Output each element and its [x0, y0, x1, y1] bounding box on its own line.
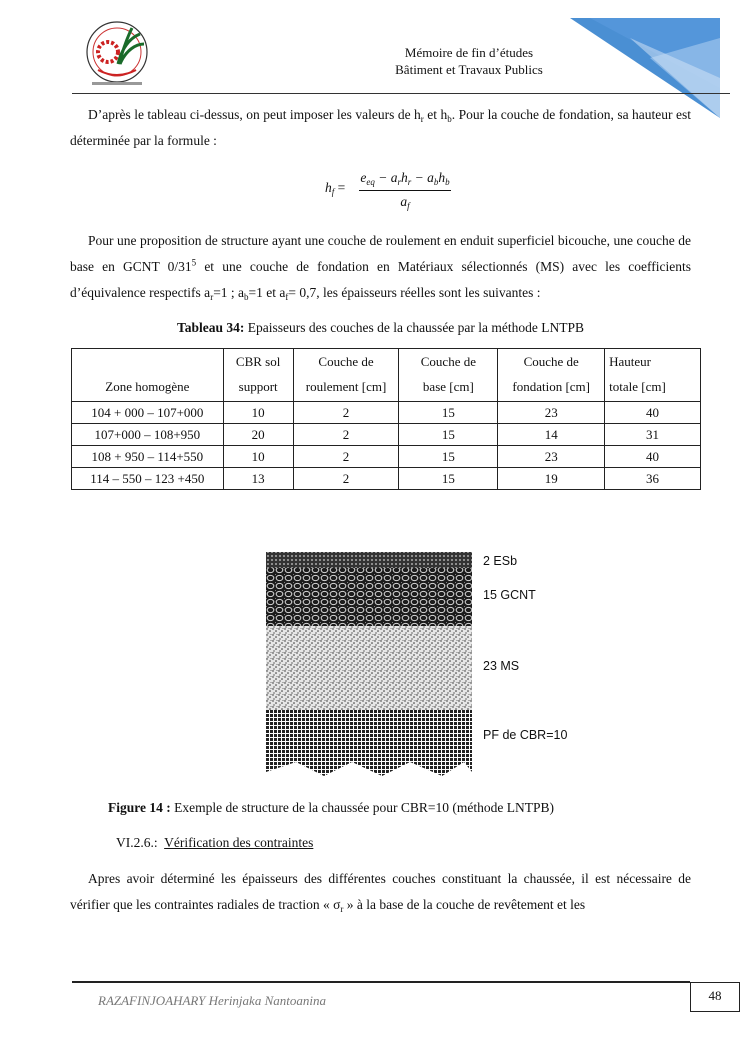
table-row: [72, 424, 701, 446]
table-cell: 2: [293, 446, 399, 468]
table-row: [72, 446, 701, 468]
paragraph-structure: Pour une proposition de structure ayant une couche de roulement en enduit superficiel bicouche, une couche de base en GCNT $0/31^5$ et une couche de fondation en Matériaux sélectionnés (MS) avec les coefficients d’équivalence respectifs $a_r=1$ ; $a_b=1$ et $a_f= 0,7$, les épaisseurs réelles sont les suivantes :: [70, 233, 691, 302]
layer-label-ms: 23 MS: [483, 659, 520, 673]
formula-denominator: $a_f$: [400, 194, 410, 211]
figure-caption: Figure 14 : Exemple de structure de la chaussée pour CBR=10 (méthode LNTPB): [108, 800, 555, 815]
pavement-structure-figure: [266, 550, 586, 780]
header-cell: CBR sol support: [223, 349, 293, 402]
footer-author: RAZAFINJOAHARY Herinjaka Nantoanina: [98, 993, 326, 1008]
section-title: Vérification des contraintes: [164, 835, 314, 850]
intro-paragraph: D’après le tableau ci-dessus, on peut imposer les valeurs de $h_r$ et $h_b$. Pour la couche de fondation, sa hauteur est déterminée par la formule :: [70, 107, 691, 148]
thickness-table: [71, 348, 701, 490]
layer-esb: [266, 552, 472, 568]
table-cell: 31: [605, 424, 701, 446]
layer-pf: [266, 710, 472, 776]
header-title-line1: Mémoire de fin d’études: [404, 45, 534, 60]
table-cell: 36: [605, 468, 701, 490]
table-cell: 19: [498, 468, 605, 490]
table-cell: 13: [223, 468, 293, 490]
table-header-row: [72, 349, 701, 402]
table-row: [72, 402, 701, 424]
header-cell: Couche de roulement [cm]: [293, 349, 399, 402]
layer-label-esb: 2 ESb: [483, 554, 518, 568]
table-cell: 15: [399, 446, 498, 468]
table-caption: Tableau 34: Epaisseurs des couches de la chaussée par la méthode LNTPB: [176, 320, 585, 335]
paragraph-verification: Apres avoir déterminé les épaisseurs des différentes couches constituant la chaussée, il est nécessaire de vérifier que les contraintes radiales de traction « $\sigma_r$ » à la base de la couche de revêtement et les: [70, 871, 691, 914]
table-cell: 40: [605, 402, 701, 424]
layer-label-pf: PF de CBR=10: [483, 728, 568, 742]
table-cell: 104 + 000 – 107+000: [72, 402, 224, 424]
layer-label-gcnt: 15 GCNT: [483, 588, 536, 602]
layer-ms: [266, 626, 472, 710]
table-cell: 107+000 – 108+950: [72, 424, 224, 446]
table-cell: 23: [498, 402, 605, 424]
table-cell: 2: [293, 468, 399, 490]
formula-numerator: $e_{eq} - a_rh_r - a_bh_b$: [360, 170, 450, 187]
header-cell: Zone homogène: [72, 349, 224, 402]
fraction-bar: [359, 190, 451, 191]
table-cell: 14: [498, 424, 605, 446]
table-cell: 40: [605, 446, 701, 468]
table-cell: 15: [399, 402, 498, 424]
table-cell: 10: [223, 402, 293, 424]
page-number: 48: [690, 982, 740, 1012]
header-cell: Hauteur totale [cm]: [605, 349, 701, 402]
layer-gcnt: [266, 568, 472, 626]
header-divider: [72, 93, 730, 94]
table-cell: 108 + 950 – 114+550: [72, 446, 224, 468]
school-logo-icon: [78, 18, 156, 90]
section-heading: [116, 835, 313, 851]
table-row: [72, 468, 701, 490]
header-title-line2: Bâtiment et Travaux Publics: [395, 62, 543, 77]
header-title: [379, 44, 559, 78]
table-cell: 15: [399, 424, 498, 446]
table-cell: 10: [223, 446, 293, 468]
header-cell: Couche de base [cm]: [399, 349, 498, 402]
table-cell: 23: [498, 446, 605, 468]
header-cell: Couche de fondation [cm]: [498, 349, 605, 402]
section-number: VI.2.6.:: [116, 835, 158, 850]
table-cell: 2: [293, 402, 399, 424]
table-cell: 114 – 550 – 123 +450: [72, 468, 224, 490]
table-cell: 15: [399, 468, 498, 490]
table-cell: 20: [223, 424, 293, 446]
footer-divider: [72, 981, 690, 983]
table-cell: 2: [293, 424, 399, 446]
